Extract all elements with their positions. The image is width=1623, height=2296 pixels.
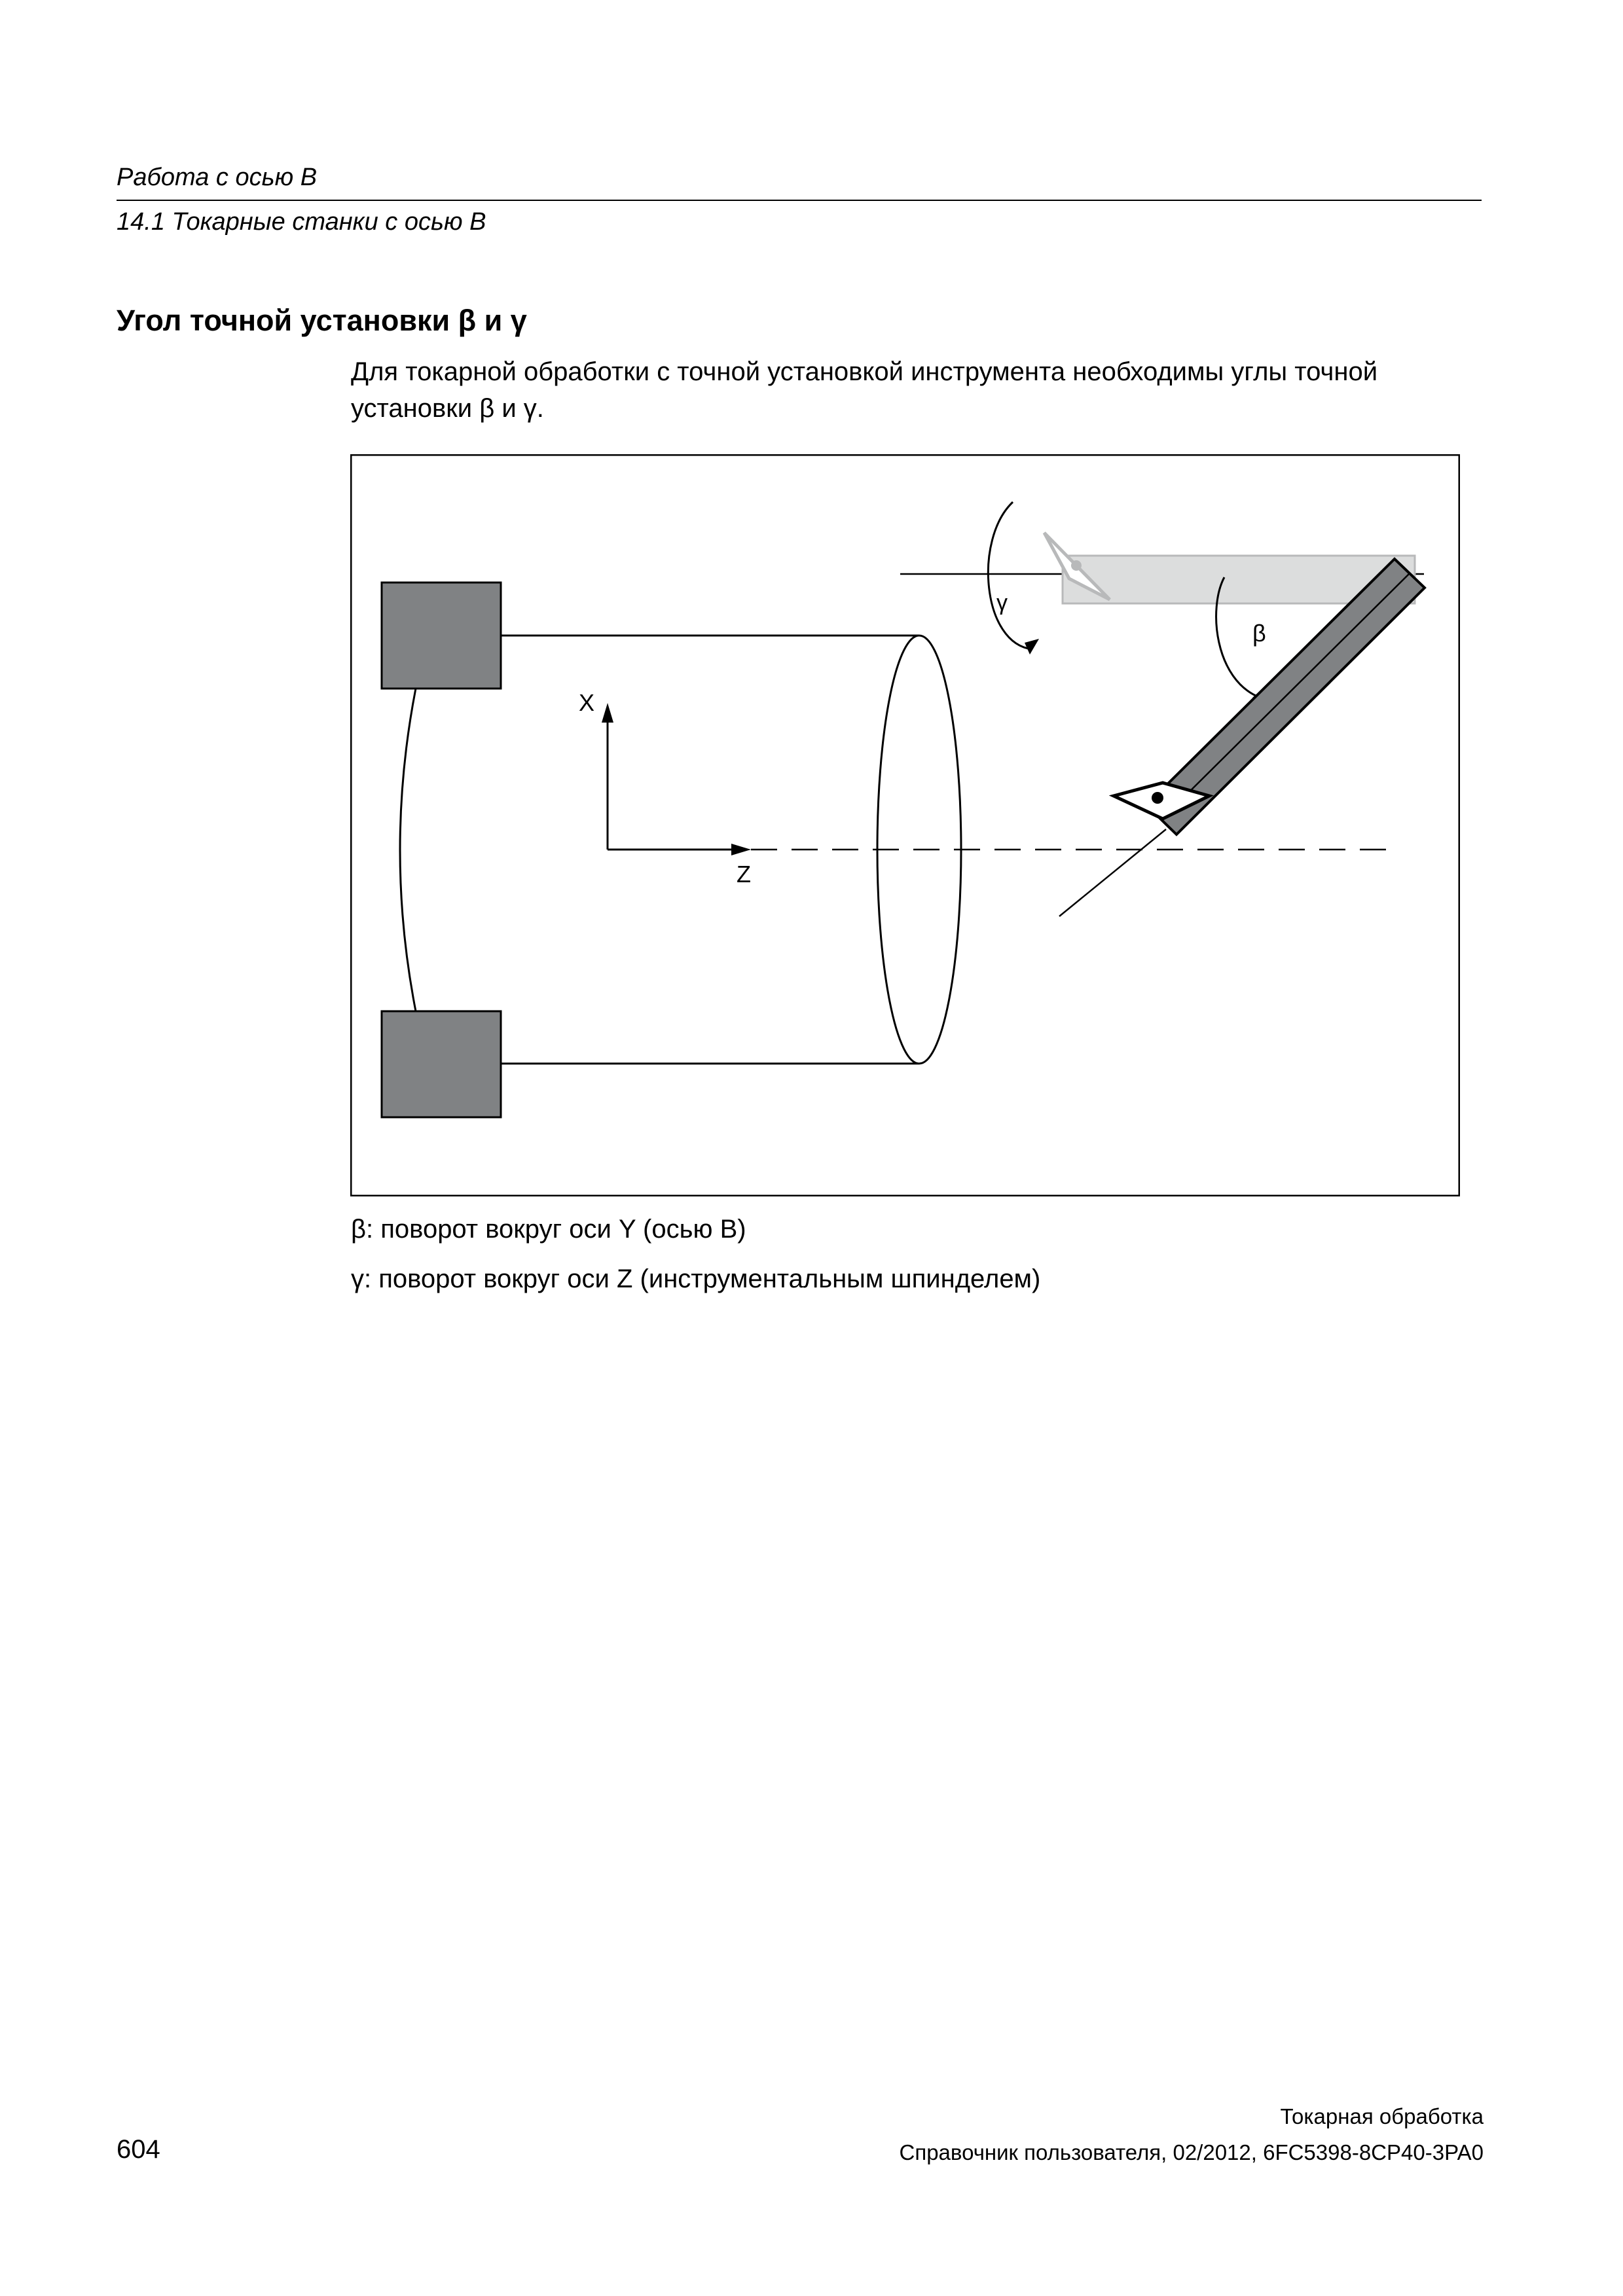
caption-beta: β: поворот вокруг оси Y (осью B) xyxy=(351,1215,746,1244)
x-axis-arrowhead xyxy=(602,703,613,723)
intro-paragraph: Для токарной обработки с точной установкой инструмента необходимы углы точной установки β и γ. xyxy=(351,357,1378,423)
caption-gamma: γ: поворот вокруг оси Z (инструментальным шпинделем) xyxy=(351,1265,1041,1293)
turning-figure xyxy=(350,454,1460,1196)
chuck-arc xyxy=(400,689,416,1011)
footer-reference: Справочник пользователя, 02/2012, 6FC5398-8CP40-3PA0 xyxy=(899,2140,1484,2164)
header-section: 14.1 Токарные станки с осью B xyxy=(117,208,486,236)
gamma-label: γ xyxy=(996,590,1008,615)
tilted-tool-centerline xyxy=(1161,573,1410,819)
page-number: 604 xyxy=(117,2135,160,2164)
beta-label: β xyxy=(1252,620,1266,647)
z-axis-label: Z xyxy=(737,861,751,888)
gamma-rotation-arc xyxy=(988,502,1032,649)
ghost-insert-dot xyxy=(1071,560,1082,571)
tool-axis-line xyxy=(1059,829,1166,916)
header-chapter: Работа с осью B xyxy=(117,164,318,191)
chuck-jaw-bottom xyxy=(382,1011,501,1117)
tilted-insert-dot xyxy=(1152,792,1163,804)
chuck-jaw-top xyxy=(382,583,501,689)
footer-book-title: Токарная обработка xyxy=(1280,2104,1484,2128)
gamma-arrowhead xyxy=(1025,639,1039,655)
section-title: Угол точной установки β и γ xyxy=(117,304,527,337)
z-axis-arrowhead xyxy=(731,844,751,855)
x-axis-label: X xyxy=(579,689,595,716)
header-rule xyxy=(117,200,1482,201)
